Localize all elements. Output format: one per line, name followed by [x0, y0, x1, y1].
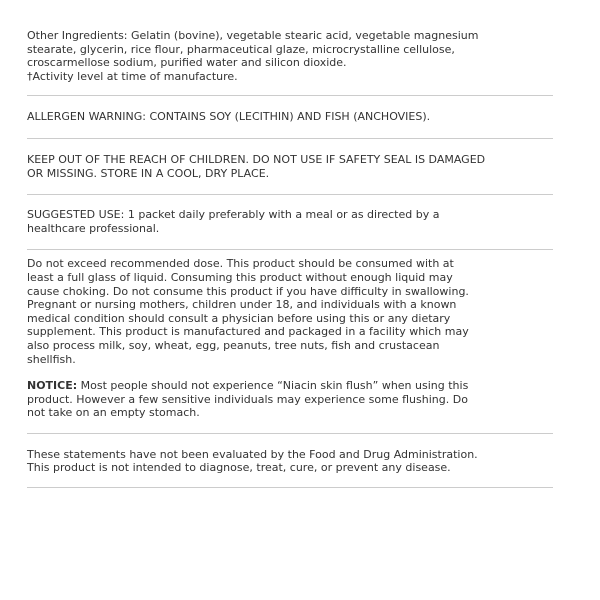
dosage-warning-line: supplement. This product is manufactured and packaged in a facility which may	[27, 325, 469, 339]
dosage-warning-line: shellfish.	[27, 352, 76, 366]
dosage-warning-line: least a full glass of liquid. Consuming this product without enough liquid may	[27, 270, 453, 284]
notice-section	[27, 366, 553, 433]
notice-line: product. However a few sensitive individuals may experience some flushing. Do	[27, 392, 468, 406]
other-ingredients-section	[27, 29, 553, 95]
suggested-use-line: healthcare professional.	[27, 221, 160, 235]
fda-disclaimer-section	[27, 434, 553, 487]
keep-out-section	[27, 139, 553, 194]
dosage-warning-line: medical condition should consult a physician before using this or any dietary	[27, 311, 451, 325]
ingredients-line: croscarmellose sodium, purified water and silicon dioxide.	[27, 56, 347, 70]
ingredients-line: Other Ingredients: Gelatin (bovine), vegetable stearic acid, vegetable magnesium	[27, 29, 479, 42]
dosage-warning-line: also process milk, soy, wheat, egg, peanuts, tree nuts, fish and crustacean	[27, 338, 440, 352]
notice-line	[27, 379, 553, 393]
fda-disclaimer-line: This product is not intended to diagnose, treat, cure, or prevent any disease.	[27, 461, 451, 475]
suggested-use-line: SUGGESTED USE: 1 packet daily preferably with a meal or as directed by a	[27, 208, 440, 222]
dosage-warning-line: Do not exceed recommended dose. This product should be consumed with at	[27, 257, 454, 271]
allergen-warning-section	[27, 96, 553, 138]
notice-line: not take on an empty stomach.	[27, 406, 200, 420]
ingredients-line: stearate, glycerin, rice flour, pharmaceutical glaze, microcrystalline cellulose,	[27, 42, 455, 56]
dosage-warning-section	[27, 250, 553, 366]
keep-out-line: OR MISSING. STORE IN A COOL, DRY PLACE.	[27, 166, 270, 180]
divider	[27, 487, 553, 488]
activity-level-note: †Activity level at time of manufacture.	[27, 69, 238, 83]
notice-text: Most people should not experience “Niacin skin flush” when using this	[77, 379, 469, 393]
suggested-use-section	[27, 195, 553, 249]
allergen-warning: ALLERGEN WARNING: CONTAINS SOY (LECITHIN) AND FISH (ANCHOVIES).	[27, 110, 431, 124]
dosage-warning-line: Pregnant or nursing mothers, children under 18, and individuals with a known	[27, 298, 457, 312]
notice-label: NOTICE:	[27, 379, 78, 393]
dosage-warning-line: cause choking. Do not consume this product if you have difficulty in swallowing.	[27, 284, 469, 298]
fda-disclaimer-line: These statements have not been evaluated by the Food and Drug Administration.	[27, 447, 478, 461]
keep-out-line: KEEP OUT OF THE REACH OF CHILDREN. DO NOT USE IF SAFETY SEAL IS DAMAGED	[27, 152, 486, 166]
